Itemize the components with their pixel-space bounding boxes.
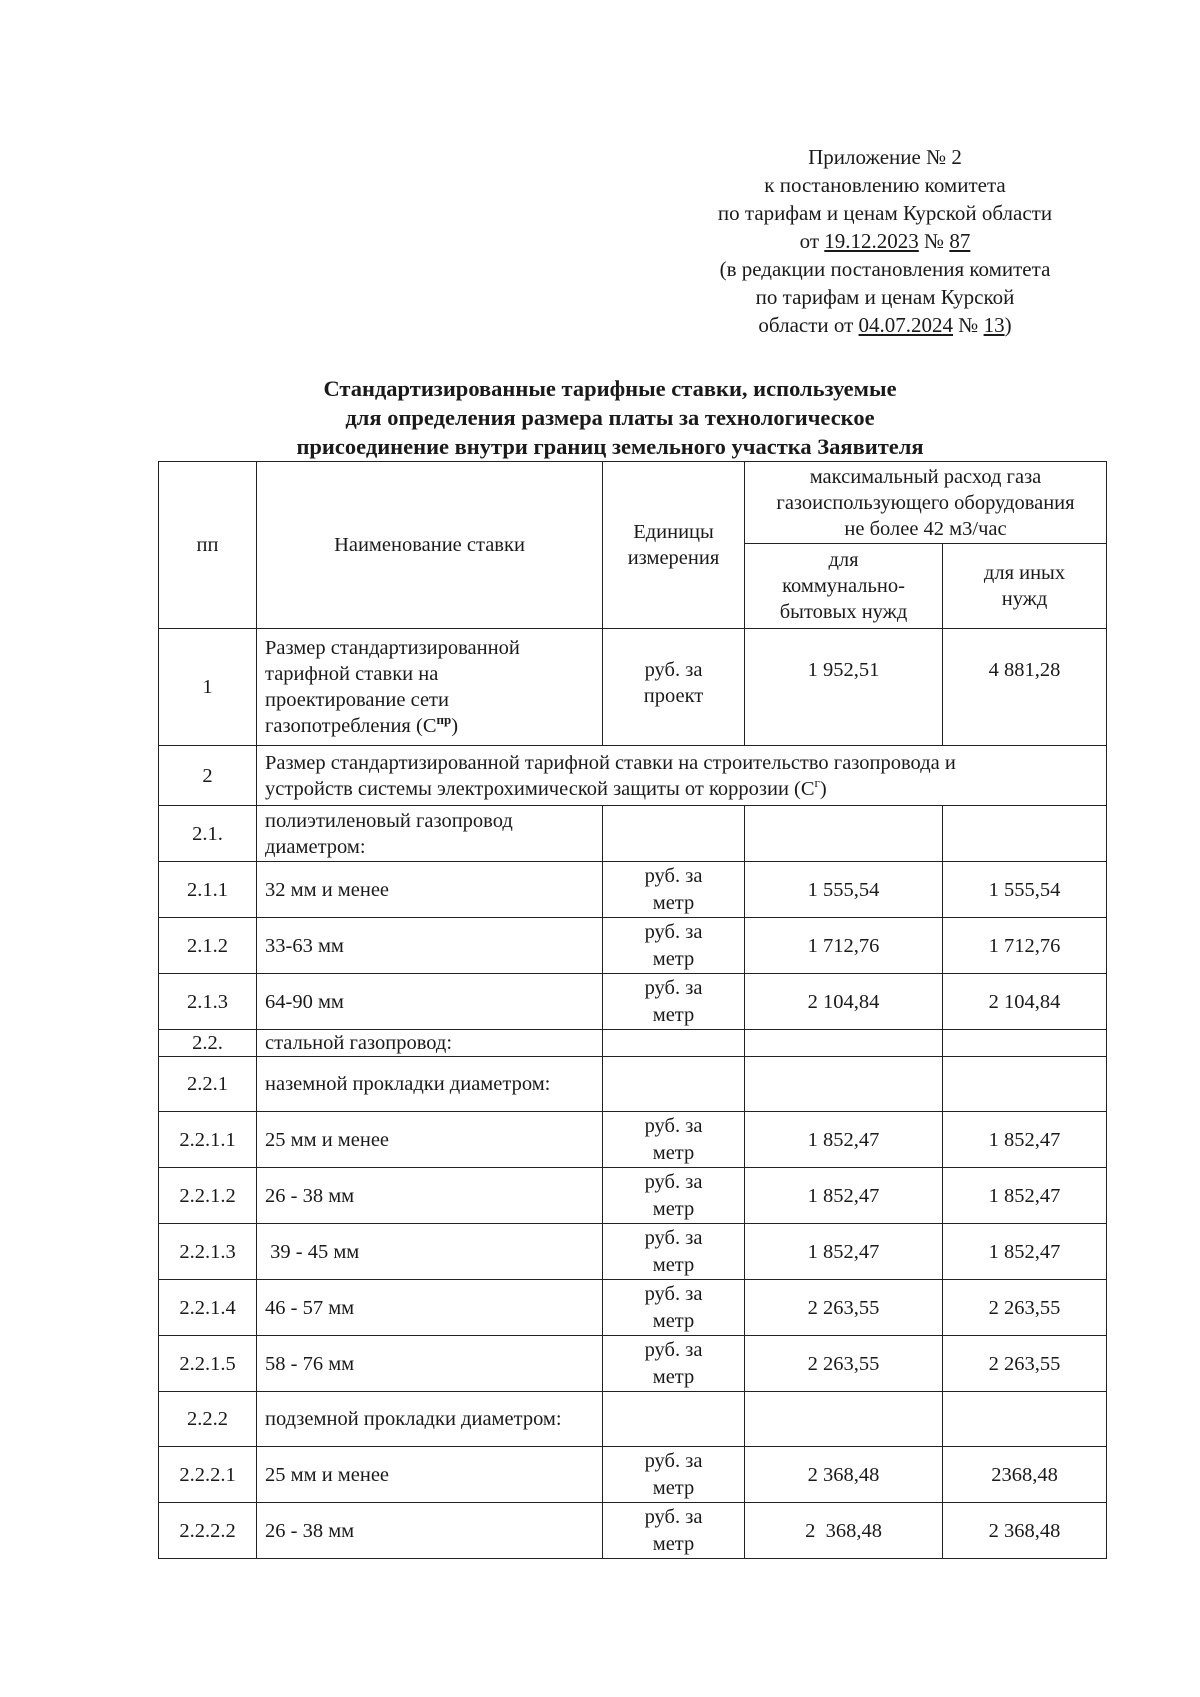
text: руб. за: [644, 920, 703, 943]
row-other-value: [943, 1030, 1107, 1057]
row-household-value: 1 555,54: [745, 862, 943, 918]
row-num: 2.2.1: [159, 1057, 257, 1112]
row-num: 2.2.: [159, 1030, 257, 1057]
revision-number: 13: [983, 313, 1005, 337]
header-row: [159, 462, 1107, 544]
row-other-value: 2 368,48: [943, 1503, 1107, 1559]
row-household-value: [745, 1030, 943, 1057]
text: [265, 713, 594, 739]
text: №: [918, 229, 950, 253]
text: коммунально-: [782, 575, 905, 597]
resolution-date: 19.12.2023: [824, 229, 919, 253]
row-household-value: 1 712,76: [745, 918, 943, 974]
appendix-line-date: [660, 311, 1110, 339]
text: бытовых нужд: [779, 601, 908, 623]
table-row: [159, 806, 1107, 862]
text: №: [953, 313, 984, 337]
row-name: наземной прокладки диаметром:: [257, 1057, 603, 1112]
row-unit: [603, 1503, 745, 1559]
row-household-value: [745, 1057, 943, 1112]
table-row: [159, 1112, 1107, 1168]
row-name: 33-63 мм: [257, 918, 603, 974]
text: проектирование сети: [265, 689, 449, 711]
title-line: для определения размера платы за технологическое: [345, 405, 875, 430]
row-other-value: 1 852,47: [943, 1224, 1107, 1280]
appendix-line: по тарифам и ценам Курской области: [717, 201, 1053, 225]
row-num: 2.2.2.1: [159, 1447, 257, 1503]
text: руб. за: [644, 1226, 703, 1249]
text: газоиспользующего оборудования: [776, 491, 1075, 514]
row-unit: [603, 629, 745, 746]
document-title: [210, 374, 1010, 461]
title-line: присоединение внутри границ земельного участка Заявителя: [296, 434, 924, 459]
row-household-value: 2 368,48: [745, 1447, 943, 1503]
table-row: [159, 1168, 1107, 1224]
table-row: [159, 1336, 1107, 1392]
row-household-value: 1 852,47: [745, 1112, 943, 1168]
row-name: стальной газопровод:: [257, 1030, 603, 1057]
text: руб. за: [644, 1505, 703, 1528]
header-num: пп: [159, 462, 257, 629]
text: руб. за: [644, 1282, 703, 1305]
row-household-value: 1 852,47: [745, 1168, 943, 1224]
row-num: 2.2.1.5: [159, 1336, 257, 1392]
text: от: [799, 229, 825, 253]
text: Единицы: [633, 521, 714, 543]
text: метр: [652, 1365, 695, 1388]
text: измерения: [627, 547, 720, 569]
row-num: 2.1.: [159, 806, 257, 862]
appendix-line: (в редакции постановления комитета: [719, 257, 1051, 281]
text: максимальный расход газа: [809, 465, 1042, 488]
table-row: [159, 862, 1107, 918]
row-name: 46 - 57 мм: [257, 1280, 603, 1336]
text: [265, 776, 1098, 802]
row-name: 25 мм и менее: [257, 1112, 603, 1168]
row-name: 26 - 38 мм: [257, 1168, 603, 1224]
table-row: [159, 1503, 1107, 1559]
text: метр: [652, 947, 695, 970]
row-other-value: 2 104,84: [943, 974, 1107, 1030]
row-num: 2.2.1.1: [159, 1112, 257, 1168]
row-unit: [603, 1392, 745, 1447]
row-other-value: 2 263,55: [943, 1336, 1107, 1392]
row-other-value: 4 881,28: [943, 629, 1107, 746]
row-unit: [603, 1112, 745, 1168]
row-other-value: 1 852,47: [943, 1168, 1107, 1224]
table-row: [159, 1280, 1107, 1336]
row-household-value: 2 104,84: [745, 974, 943, 1030]
table-row: [159, 1224, 1107, 1280]
text: ): [819, 777, 827, 800]
row-num: 2.2.1.4: [159, 1280, 257, 1336]
text: метр: [652, 1003, 695, 1026]
row-other-value: [943, 1057, 1107, 1112]
appendix-line: по тарифам и ценам Курской: [755, 285, 1015, 309]
text: метр: [652, 1197, 695, 1220]
row-unit: [603, 862, 745, 918]
row-name: 32 мм и менее: [257, 862, 603, 918]
text: ): [1004, 313, 1012, 337]
row-num: 2.1.1: [159, 862, 257, 918]
row-name: 64-90 мм: [257, 974, 603, 1030]
table-row: [159, 1392, 1107, 1447]
row-household-value: 2 263,55: [745, 1280, 943, 1336]
text: Размер стандартизированной: [265, 637, 520, 659]
text: газопотребления (С: [265, 715, 437, 737]
table-row: [159, 1030, 1107, 1057]
text: области от: [758, 313, 859, 337]
row-other-value: 1 852,47: [943, 1112, 1107, 1168]
row-unit: [603, 1057, 745, 1112]
row-name: подземной прокладки диаметром:: [257, 1392, 603, 1447]
table-row: [159, 1057, 1107, 1112]
header-consumption-group: [745, 462, 1107, 544]
row-num: 2.2.1.3: [159, 1224, 257, 1280]
row-num: 2.1.3: [159, 974, 257, 1030]
revision-date: 04.07.2024: [858, 313, 954, 337]
text: руб. за: [644, 1170, 703, 1193]
text: Размер стандартизированной тарифной ставки на строительство газопровода и: [265, 751, 956, 774]
text: для иных: [983, 562, 1066, 584]
table-row: [159, 746, 1107, 806]
table-row: [159, 629, 1107, 746]
header-household: [745, 544, 943, 629]
row-num: 2.2.2: [159, 1392, 257, 1447]
appendix-line-date: [660, 227, 1110, 255]
row-household-value: 2 368,48: [745, 1503, 943, 1559]
row-name: полиэтиленовый газопровод диаметром:: [257, 806, 603, 862]
row-name: 26 - 38 мм: [257, 1503, 603, 1559]
text: метр: [652, 1253, 695, 1276]
row-household-value: [745, 806, 943, 862]
text: нужд: [1001, 588, 1048, 610]
table-row: [159, 918, 1107, 974]
row-other-value: [943, 1392, 1107, 1447]
title-line: Стандартизированные тарифные ставки, используемые: [323, 376, 897, 401]
text: метр: [652, 1476, 695, 1499]
row-name: 39 - 45 мм: [257, 1224, 603, 1280]
row-unit: [603, 1168, 745, 1224]
text: руб. за: [644, 1114, 703, 1137]
row-unit: [603, 1224, 745, 1280]
row-household-value: 2 263,55: [745, 1336, 943, 1392]
row-other-value: [943, 806, 1107, 862]
row-other-value: 1 555,54: [943, 862, 1107, 918]
text: тарифной ставки на: [265, 663, 439, 685]
text: руб. за: [644, 659, 703, 681]
row-num: 2.2.2.2: [159, 1503, 257, 1559]
text: ): [451, 715, 459, 737]
row-section-title: [257, 746, 1107, 806]
header-name: Наименование ставки: [257, 462, 603, 629]
text: устройств системы электрохимической защиты от коррозии (С: [265, 777, 815, 800]
row-other-value: 2 263,55: [943, 1280, 1107, 1336]
row-other-value: 2368,48: [943, 1447, 1107, 1503]
row-num: 1: [159, 629, 257, 746]
row-unit: [603, 806, 745, 862]
superscript: г: [814, 774, 820, 790]
resolution-number: 87: [949, 229, 971, 253]
text: для: [828, 549, 859, 571]
text: руб. за: [644, 1338, 703, 1361]
text: метр: [652, 891, 695, 914]
row-unit: [603, 1280, 745, 1336]
row-household-value: 1 852,47: [745, 1224, 943, 1280]
tariff-rates-table: [158, 461, 1107, 1559]
row-unit: [603, 918, 745, 974]
superscript: пр: [436, 712, 452, 728]
text: метр: [652, 1141, 695, 1164]
row-num: 2.2.1.2: [159, 1168, 257, 1224]
text: руб. за: [644, 864, 703, 887]
row-num: 2.1.2: [159, 918, 257, 974]
row-name: 25 мм и менее: [257, 1447, 603, 1503]
appendix-line: Приложение № 2: [808, 145, 962, 169]
row-name: 58 - 76 мм: [257, 1336, 603, 1392]
row-household-value: [745, 1392, 943, 1447]
header-other: [943, 544, 1107, 629]
row-unit: [603, 1336, 745, 1392]
text: проект: [643, 685, 704, 707]
text: метр: [652, 1532, 695, 1555]
row-unit: [603, 974, 745, 1030]
table-row: [159, 1447, 1107, 1503]
header-unit: [603, 462, 745, 629]
text: не более 42 м3/час: [844, 517, 1007, 540]
text: метр: [652, 1309, 695, 1332]
row-unit: [603, 1030, 745, 1057]
text: руб. за: [644, 976, 703, 999]
row-other-value: 1 712,76: [943, 918, 1107, 974]
row-household-value: 1 952,51: [745, 629, 943, 746]
text: руб. за: [644, 1449, 703, 1472]
row-num: 2: [159, 746, 257, 806]
appendix-line: к постановлению комитета: [764, 173, 1006, 197]
row-unit: [603, 1447, 745, 1503]
table-row: [159, 974, 1107, 1030]
row-name: [257, 629, 603, 746]
appendix-header: [660, 143, 1110, 339]
